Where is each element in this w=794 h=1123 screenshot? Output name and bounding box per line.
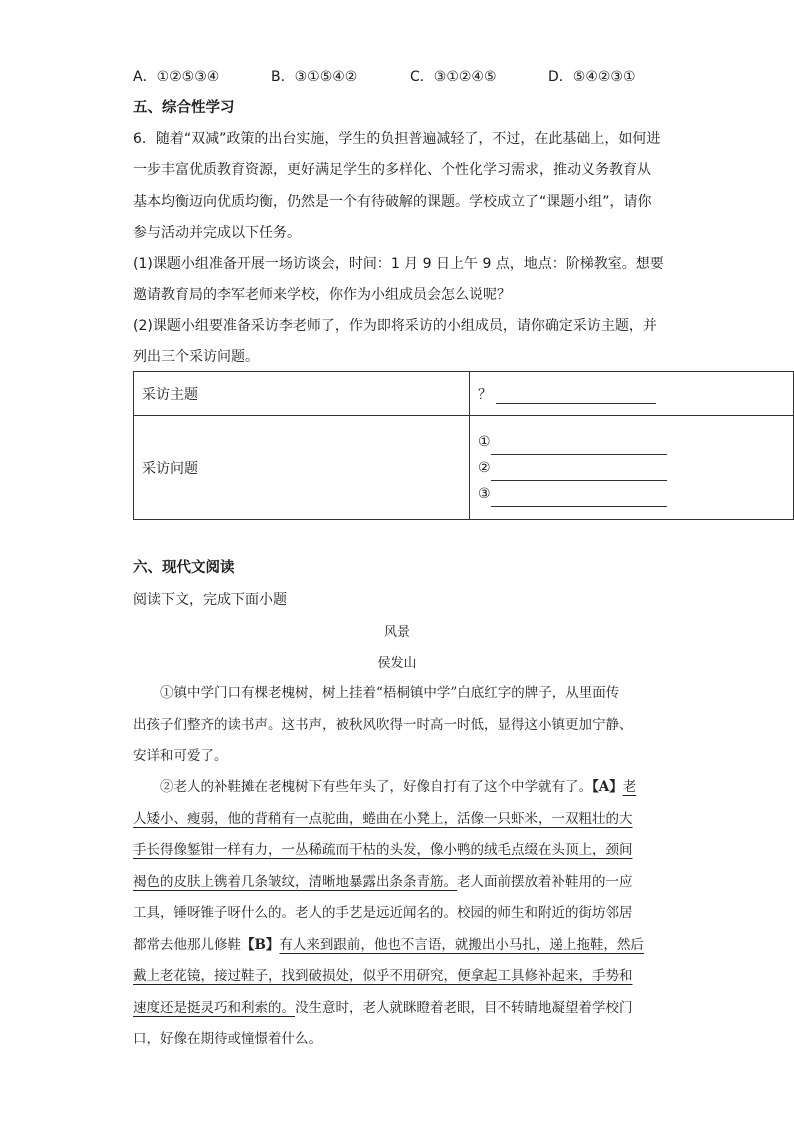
questions-answer-cell[interactable] — [470, 416, 794, 520]
question-blank-1[interactable] — [491, 439, 667, 455]
sub1-line-1: (1)课题小组准备开展一场访谈会，时间：1 月 9 日上午 9 点，地点：阶梯教室。想要 — [133, 256, 664, 272]
para2-line-9: 口，好像在期待或憧憬着什么。 — [133, 1031, 322, 1047]
topic-mark: ？ — [478, 386, 492, 403]
paragraph-2 — [133, 772, 661, 1056]
marker-a: 【A】 — [592, 779, 623, 795]
option-c: C．③①②④⑤ — [410, 69, 497, 85]
para2-line-8: 速度还是挺灵巧和利索的。没生意时，老人就眯瞪着老眼，目不转睛地凝望着学校门 — [133, 999, 633, 1016]
question-answer-2[interactable] — [478, 455, 793, 481]
questions-label: 采访问题 — [134, 416, 470, 520]
option-d: D．⑤④②③① — [548, 69, 636, 85]
topic-label: 采访主题 — [134, 372, 470, 416]
interview-table — [133, 371, 794, 520]
para2-line-4: 褐色的皮肤上镌着几条皱纹，清晰地暴露出条条青筋。老人面前摆放着补鞋用的一应 — [133, 873, 633, 890]
para2-line-6: 都常去他那儿修鞋【B】有人来到跟前，他也不言语，就搬出小马扎，递上拖鞋，然后 — [133, 936, 644, 953]
para1-line-1: ①镇中学门口有棵老槐树，树上挂着“梧桐镇中学”白底红字的牌子，从里面传 — [160, 685, 620, 701]
para1-line-3: 安详和可爱了。 — [133, 748, 228, 764]
question-answer-1[interactable] — [478, 429, 793, 455]
section-title-6: 六、现代文阅读 — [133, 560, 235, 576]
option-a: A．①②⑤③④ — [133, 69, 220, 85]
table-row — [134, 416, 794, 520]
para2-line-5: 工具，锤呀锥子呀什么的。老人的手艺是远近闻名的。校园的师生和附近的街坊邻居 — [133, 905, 633, 921]
para2-line-7: 戴上老花镜，接过鞋子，找到破损处，似乎不用研究，便拿起工具修补起来，手势和 — [133, 968, 633, 984]
question-answer-3[interactable] — [478, 481, 793, 507]
essay-title: 风景 — [383, 625, 410, 640]
essay-author: 侯发山 — [377, 656, 417, 671]
question-blank-3[interactable] — [491, 491, 667, 507]
paragraph-1 — [133, 678, 661, 773]
topic-blank[interactable] — [496, 388, 656, 404]
reading-instruction: 阅读下文，完成下面小题 — [133, 592, 287, 608]
q6-line-4: 参与活动并完成以下任务。 — [133, 225, 301, 241]
q6-line-3: 基本均衡迈向优质均衡，仍然是一个有待破解的课题。学校成立了“课题小组”，请你 — [133, 194, 652, 210]
table-row — [134, 372, 794, 416]
para2-line-2: 人矮小、瘦弱，他的背稍有一点驼曲，蜷曲在小凳上，活像一只虾米，一双粗壮的大 — [133, 810, 633, 827]
option-b: B．③①⑤④② — [271, 69, 358, 85]
marker-b: 【B】 — [241, 936, 280, 953]
sub1-line-2: 邀请教育局的李军老师来学校，你作为小组成员会怎么说呢？ — [133, 287, 511, 303]
question-blank-2[interactable] — [491, 465, 667, 481]
para2-line-3: 手长得像錾钳一样有力，一丛稀疏而干枯的头发，像小鸭的绒毛点缀在头顶上，颈间 — [133, 842, 633, 858]
topic-answer-cell[interactable] — [470, 372, 794, 416]
sub2-line-2: 列出三个采访问题。 — [133, 349, 259, 365]
para2-line-1: ②老人的补鞋摊在老槐树下有些年头了，好像自打有了这个中学就有了。【A】老 — [160, 779, 637, 795]
para1-line-2: 出孩子们整齐的读书声。这书声，被秋风吹得一时高一时低，显得这小镇更加宁静、 — [133, 716, 633, 733]
q6-line-2: 一步丰富优质教育资源，更好满足学生的多样化、个性化学习需求，推动义务教育从 — [133, 162, 651, 178]
q-mark-1: ① — [478, 433, 491, 450]
section-title-5: 五、综合性学习 — [133, 100, 235, 116]
q-mark-2: ② — [478, 459, 491, 476]
sub2-line-1: (2)课题小组要准备采访李老师了，作为即将采访的小组成员，请你确定采访主题，并 — [133, 318, 657, 334]
q6-line-1: 6．随着“双减”政策的出台实施，学生的负担普遍减轻了，不过，在此基础上，如何进 — [133, 131, 661, 147]
q-mark-3: ③ — [478, 485, 491, 502]
